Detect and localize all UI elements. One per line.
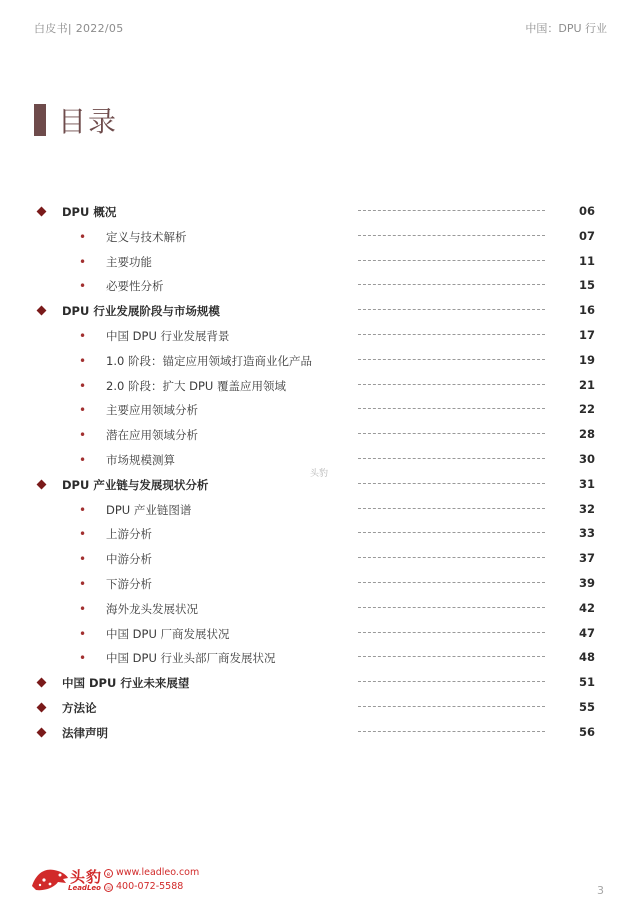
toc-page-number: 56 [578, 724, 595, 739]
dot-bullet-icon: • [79, 651, 87, 666]
toc-subsection-label: 中游分析 [106, 552, 152, 567]
toc-subsection-label: 海外龙头发展状况 [106, 601, 198, 616]
toc-entry[interactable] [0, 724, 640, 749]
toc-entry[interactable] [0, 352, 640, 377]
toc-subsection-label: 中国 DPU 行业发展背景 [106, 328, 230, 343]
dot-bullet-icon: • [79, 378, 87, 393]
website-link[interactable]: www.leadleo.com [116, 867, 200, 878]
dot-bullet-icon: • [79, 527, 87, 542]
toc-page-number: 22 [578, 402, 595, 417]
dotted-leader [358, 433, 545, 434]
toc-page-number: 11 [578, 253, 595, 268]
dotted-leader [358, 458, 545, 459]
toc-page-number: 51 [578, 675, 595, 690]
toc-page-number: 16 [578, 303, 595, 318]
toc-page-number: 42 [578, 600, 595, 615]
toc-subsection-label: 主要应用领域分析 [106, 403, 198, 418]
toc-entry[interactable] [0, 575, 640, 600]
globe-icon: e [104, 869, 113, 878]
toc-subsection-label: DPU 产业链图谱 [106, 502, 192, 517]
diamond-bullet-icon [37, 678, 47, 688]
toc-page-number: 21 [578, 377, 595, 392]
page-title-block [34, 100, 118, 140]
toc-entry[interactable] [0, 625, 640, 650]
toc-section-label: DPU 行业发展阶段与市场规模 [62, 304, 220, 319]
contact-info [104, 866, 199, 894]
toc-subsection-label: 2.0 阶段：扩大 DPU 覆盖应用领域 [106, 378, 286, 393]
dotted-leader [358, 532, 545, 533]
toc-page-number: 07 [578, 228, 595, 243]
watermark: 头豹 [310, 469, 329, 479]
toc-section-label: 中国 DPU 行业未来展望 [62, 676, 190, 691]
toc-subsection-label: 主要功能 [106, 254, 152, 269]
dot-bullet-icon: • [79, 576, 87, 591]
toc-section-label: 方法论 [62, 700, 97, 715]
toc-section-label: 法律声明 [62, 725, 108, 740]
toc-entry[interactable] [0, 674, 640, 699]
toc-subsection-label: 上游分析 [106, 527, 152, 542]
brand-name: 头豹 [70, 868, 103, 886]
toc-page-number: 55 [578, 699, 595, 714]
phone-number: 400-072-5588 [116, 881, 184, 892]
diamond-bullet-icon [37, 727, 47, 737]
toc-section-label: DPU 产业链与发展现状分析 [62, 477, 209, 492]
phone-row [104, 880, 199, 894]
toc-page-number: 06 [578, 204, 595, 218]
toc-entry[interactable] [0, 550, 640, 575]
toc-entry[interactable] [0, 203, 640, 228]
dotted-leader [358, 359, 545, 360]
diamond-bullet-icon [37, 306, 47, 316]
brand-name-en: LeadLeo [68, 884, 101, 892]
dotted-leader [358, 582, 545, 583]
dotted-leader [358, 632, 545, 633]
dotted-leader [358, 235, 545, 236]
toc-entry[interactable] [0, 377, 640, 402]
dotted-leader [358, 309, 545, 310]
toc-page-number: 37 [578, 551, 595, 566]
dotted-leader [358, 284, 545, 285]
toc-entry[interactable] [0, 327, 640, 352]
toc-subsection-label: 下游分析 [106, 576, 152, 591]
toc-entry[interactable] [0, 600, 640, 625]
toc-page-number: 15 [578, 278, 595, 293]
toc-page-number: 48 [578, 650, 595, 665]
toc-page-number: 17 [578, 327, 595, 342]
dot-bullet-icon: • [79, 552, 87, 567]
dot-bullet-icon: • [79, 229, 87, 244]
dot-bullet-icon: • [79, 502, 87, 517]
dotted-leader [358, 731, 545, 732]
toc-subsection-label: 必要性分析 [106, 279, 164, 294]
title-accent-bar [34, 104, 46, 136]
diamond-bullet-icon [37, 479, 47, 489]
dotted-leader [358, 607, 545, 608]
dotted-leader [358, 260, 545, 261]
dotted-leader [358, 557, 545, 558]
dotted-leader [358, 334, 545, 335]
toc-subsection-label: 中国 DPU 厂商发展状况 [106, 626, 230, 641]
dotted-leader [358, 508, 545, 509]
leopard-logo-icon [30, 864, 70, 894]
dotted-leader [358, 408, 545, 409]
toc-section-label: DPU 概况 [62, 205, 117, 219]
toc-entry[interactable] [0, 401, 640, 426]
toc-page-number: 28 [578, 427, 595, 442]
dot-bullet-icon: • [79, 452, 87, 467]
dot-bullet-icon: • [79, 254, 87, 269]
toc-entry[interactable] [0, 476, 640, 501]
diamond-bullet-icon [37, 207, 47, 217]
toc-entry[interactable] [0, 525, 640, 550]
toc-page-number: 31 [578, 476, 595, 491]
toc-page-number: 19 [578, 352, 595, 367]
toc-page-number: 39 [578, 575, 595, 590]
dotted-leader [358, 483, 545, 484]
toc-subsection-label: 潜在应用领域分析 [106, 428, 198, 443]
toc-entry[interactable] [0, 302, 640, 327]
dotted-leader [358, 681, 545, 682]
dotted-leader [358, 656, 545, 657]
dot-bullet-icon: • [79, 403, 87, 418]
dot-bullet-icon: • [79, 626, 87, 641]
phone-icon: ☏ [105, 884, 113, 892]
page-number: 3 [597, 884, 604, 897]
toc-entry[interactable] [0, 649, 640, 674]
header-report-topic: 中国：DPU 行业 [525, 22, 607, 35]
toc-entry[interactable] [0, 253, 640, 278]
page-title: 目录 [58, 105, 119, 138]
toc-entry[interactable] [0, 426, 640, 451]
diamond-bullet-icon [37, 702, 47, 712]
dot-bullet-icon: • [79, 601, 87, 616]
dot-bullet-icon: • [79, 279, 87, 294]
dotted-leader [358, 706, 545, 707]
dotted-leader [358, 210, 545, 211]
toc-page-number: 33 [578, 526, 595, 541]
website-row [104, 866, 199, 880]
toc-subsection-label: 1.0 阶段：锚定应用领域打造商业化产品 [106, 353, 312, 368]
dotted-leader [358, 384, 545, 385]
toc-entry[interactable] [0, 699, 640, 724]
toc-page-number: 32 [578, 501, 595, 516]
dot-bullet-icon: • [79, 328, 87, 343]
toc-entry[interactable] [0, 277, 640, 302]
dot-bullet-icon: • [79, 353, 87, 368]
header-doc-type-date: 白皮书| 2022/05 [34, 22, 124, 35]
toc-page-number: 30 [578, 451, 595, 466]
toc-entry[interactable] [0, 228, 640, 253]
toc-entry[interactable] [0, 501, 640, 526]
toc-subsection-label: 市场规模测算 [106, 452, 175, 467]
toc-subsection-label: 中国 DPU 行业头部厂商发展状况 [106, 651, 276, 666]
toc-subsection-label: 定义与技术解析 [106, 229, 187, 244]
dot-bullet-icon: • [79, 428, 87, 443]
toc-page-number: 47 [578, 625, 595, 640]
